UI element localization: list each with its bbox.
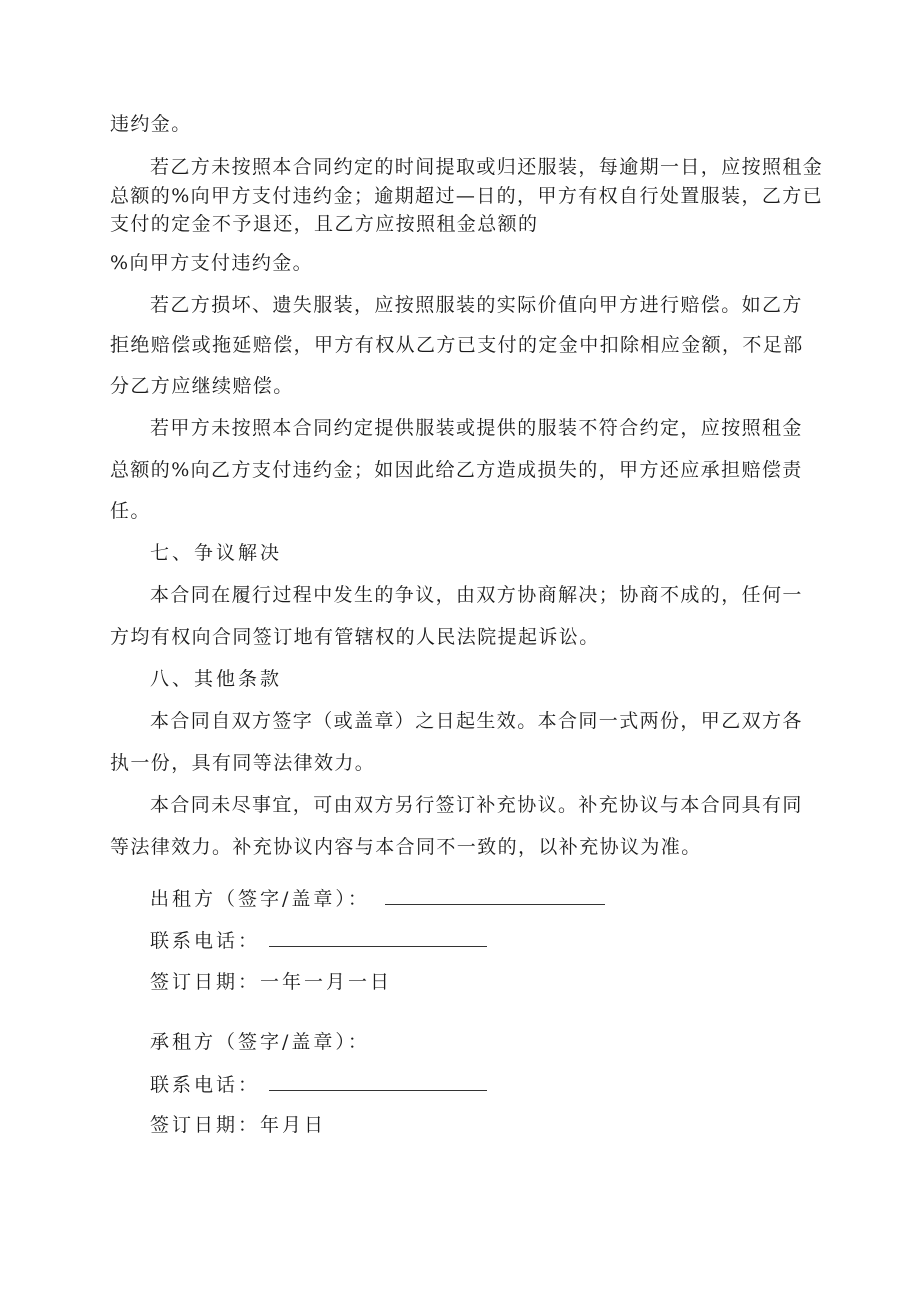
paragraph-line: 分乙方应继续赔偿。 [110, 375, 294, 397]
section-heading: 八、其他条款 [150, 668, 283, 690]
paragraph-line: 方均有权向合同签订地有管辖权的人民法院提起诉讼。 [110, 626, 600, 648]
lessee-phone-label: 联系电话： [150, 1074, 261, 1096]
paragraph-line: 等法律效力。补充协议内容与本合同不一致的，以补充协议为准。 [110, 836, 702, 858]
paragraph-line: 本合同在履行过程中发生的争议，由双方协商解决；协商不成的，任何一 [150, 584, 803, 606]
lessee-date: 签订日期：年月日 [150, 1114, 327, 1136]
lessor-date: 签订日期：一年一月一日 [150, 971, 393, 993]
lessor-phone-label: 联系电话： [150, 930, 261, 952]
paragraph-line: %向甲方支付违约金。 [110, 252, 314, 274]
paragraph-line: 本合同未尽事宜，可由双方另行签订补充协议。补充协议与本合同具有同 [150, 794, 803, 816]
paragraph-line: 若乙方损坏、遗失服装，应按照服装的实际价值向甲方进行赔偿。如乙方 [150, 294, 803, 316]
paragraph-line: 违约金。 [110, 113, 192, 135]
section-heading: 七、争议解决 [150, 542, 283, 564]
lessor-sign-row [150, 886, 605, 911]
lessor-sign-blank [385, 886, 605, 905]
lessor-sign-label: 出租方（签字/盖章）： [150, 888, 370, 910]
lessee-sign-label: 承租方（签字/盖章）： [150, 1031, 370, 1053]
paragraph-line: 支付的定金不予退还，且乙方应按照租金总额的 [110, 213, 539, 235]
paragraph-line: 若甲方未按照本合同约定提供服装或提供的服装不符合约定，应按照租金 [150, 417, 803, 439]
lessee-phone-row [150, 1072, 487, 1097]
paragraph-line: 总额的%向乙方支付违约金；如因此给乙方造成损失的，甲方还应承担赔偿责 [110, 459, 803, 481]
paragraph-line: 若乙方未按照本合同约定的时间提取或归还服装，每逾期一日，应按照租金 [150, 156, 824, 178]
paragraph-line: 任。 [110, 500, 151, 522]
paragraph-line: 执一份，具有同等法律效力。 [110, 752, 376, 774]
paragraph-line: 总额的%向甲方支付违约金；逾期超过—日的，甲方有权自行处置服装，乙方已 [110, 185, 824, 207]
paragraph-line: 本合同自双方签字（或盖章）之日起生效。本合同一式两份，甲乙双方各 [150, 710, 803, 732]
lessor-phone-blank [269, 928, 487, 947]
lessor-phone-row [150, 928, 487, 953]
lessee-phone-blank [269, 1072, 487, 1091]
paragraph-line: 拒绝赔偿或拖延赔偿，甲方有权从乙方已支付的定金中扣除相应金额，不足部 [110, 334, 804, 356]
